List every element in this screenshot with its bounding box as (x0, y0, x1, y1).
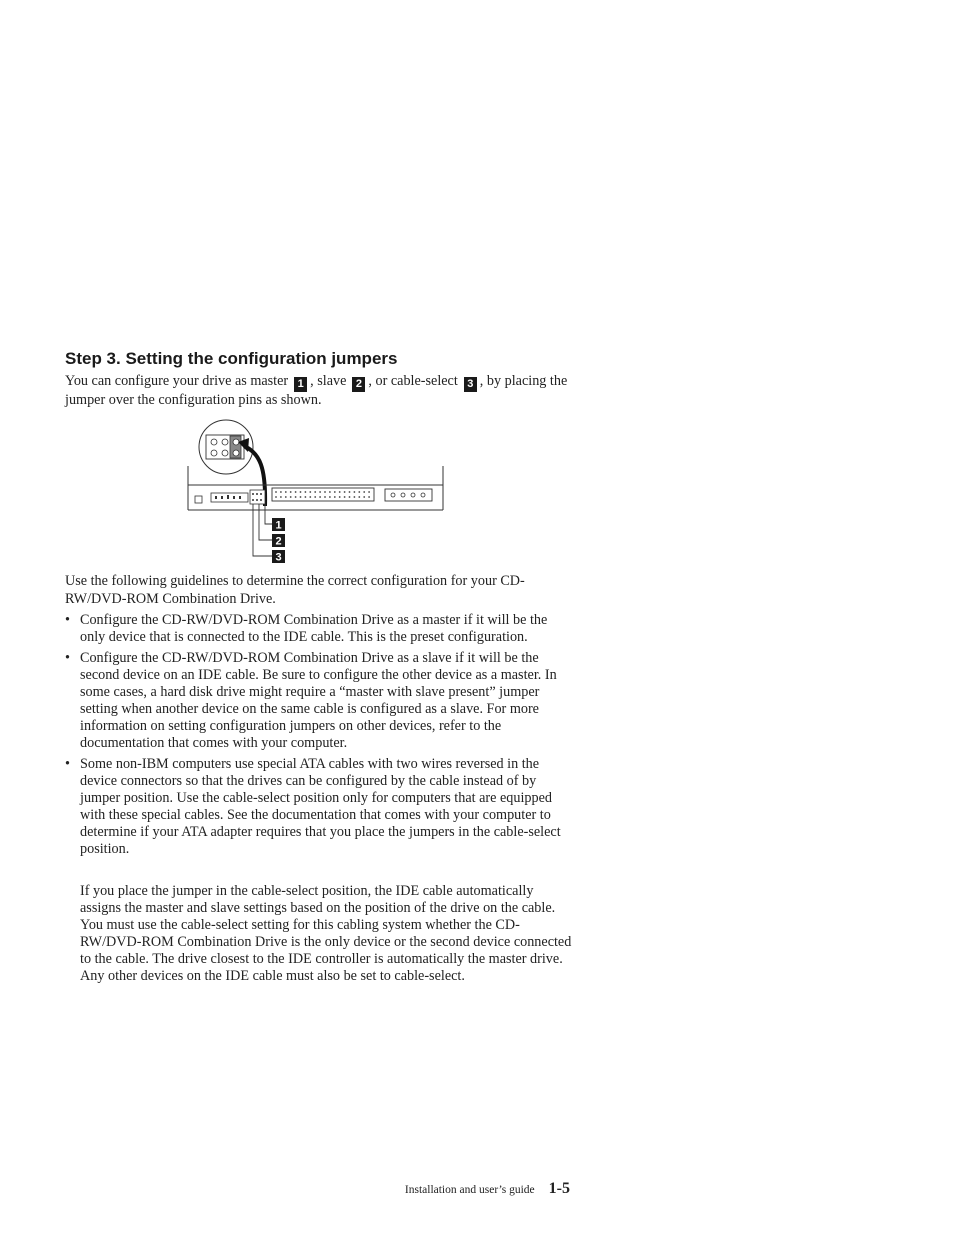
ide-pin (319, 491, 321, 493)
ide-pin (349, 496, 351, 498)
list-item: • Configure the CD-RW/DVD-ROM Combination Drive as a slave if it will be the second device on an IDE cable. Be sure to configure the other device as a master. In some cases, a hard disk drive might require a “master with slave present” jumper setting when another device on the same cable is configured as a slave. For more information on setting configuration jumpers on other devices, refer to the documentation that comes with your computer. (65, 650, 575, 752)
diagram-callout-2: 2 (275, 535, 282, 548)
ide-pin (354, 491, 356, 493)
list-item: • Some non-IBM computers use special ATA cables with two wires reversed in the device connectors so that the drives can be configured by the cable instead of by jumper position. Use the cable-select position only for computers that are equipped with these special cables. See the documentation that comes with your computer to determine if your ATA adapter requires that you place the jumpers in the cable-select position. (65, 756, 575, 858)
callout-slave: 2 (352, 377, 365, 392)
ide-pin (295, 491, 297, 493)
section-heading: Step 3. Setting the configuration jumpers (65, 349, 398, 368)
ide-pin (368, 491, 370, 493)
ide-pin (329, 491, 331, 493)
ide-pin (329, 496, 331, 498)
ide-pin (368, 496, 370, 498)
intro-text-1: You can configure your drive as master (65, 373, 289, 389)
ide-pin (305, 496, 307, 498)
ide-pin (309, 496, 311, 498)
intro-paragraph (65, 373, 575, 410)
ide-pin (275, 496, 277, 498)
intro-text-4: , by placing the jumper over the configuration pins as shown. (65, 373, 568, 408)
ide-pin (344, 496, 346, 498)
ide-pin (324, 496, 326, 498)
ide-pin (285, 496, 287, 498)
ide-pin (305, 491, 307, 493)
ide-pin (349, 491, 351, 493)
ide-pin (290, 496, 292, 498)
ide-pin (295, 496, 297, 498)
ide-pin (354, 496, 356, 498)
callout-cable-select: 3 (464, 377, 477, 392)
ide-pin (280, 496, 282, 498)
ide-pin (363, 491, 365, 493)
cable-select-paragraph: If you place the jumper in the cable-select position, the IDE cable automatically assigns the master and slave settings based on the position of the drive on the cable. You must use the cable-select setting for this cabling system whether the CD-RW/DVD-ROM Combination Drive is the only device or the second device connected to the cable. The drive closest to the IDE controller is automatically the master drive. Any other devices on the IDE cable must also be set to cable-select. (80, 883, 572, 984)
ide-pin (300, 491, 302, 493)
ide-connector (272, 488, 374, 501)
ide-pin (334, 491, 336, 493)
ide-pin (314, 491, 316, 493)
ide-pin (344, 491, 346, 493)
guidelines-intro: Use the following guidelines to determine the correct configuration for your CD-RW/DVD-ROM Combination Drive. (65, 573, 525, 607)
ide-pin (280, 491, 282, 493)
ide-pin (339, 491, 341, 493)
guidelines-list (65, 612, 575, 862)
list-item: • Configure the CD-RW/DVD-ROM Combination Drive as a master if it will be the only device that is connected to the IDE cable. This is the preset configuration. (65, 612, 575, 646)
drive-rear-diagram (186, 418, 448, 568)
ide-pin (285, 491, 287, 493)
page-footer (405, 1180, 570, 1198)
ide-pin (300, 496, 302, 498)
ide-pin (290, 491, 292, 493)
ide-pin (339, 496, 341, 498)
diagram-callout-1: 1 (275, 519, 282, 532)
footer-title: Installation and user’s guide (404, 1184, 535, 1196)
intro-text-2: , slave (310, 373, 347, 389)
ide-pin (275, 491, 277, 493)
ide-pin (309, 491, 311, 493)
ide-pin (324, 491, 326, 493)
ide-pin (363, 496, 365, 498)
page-number: 1-5 (548, 1180, 570, 1197)
intro-text-3: , or cable-select (368, 373, 458, 389)
diagram-callout-3: 3 (275, 551, 282, 564)
ide-pin (358, 491, 360, 493)
ide-pin (358, 496, 360, 498)
ide-pin (319, 496, 321, 498)
ide-pin (314, 496, 316, 498)
jumper-pin-block (250, 490, 265, 504)
callout-master: 1 (294, 377, 307, 392)
ide-pin (334, 496, 336, 498)
